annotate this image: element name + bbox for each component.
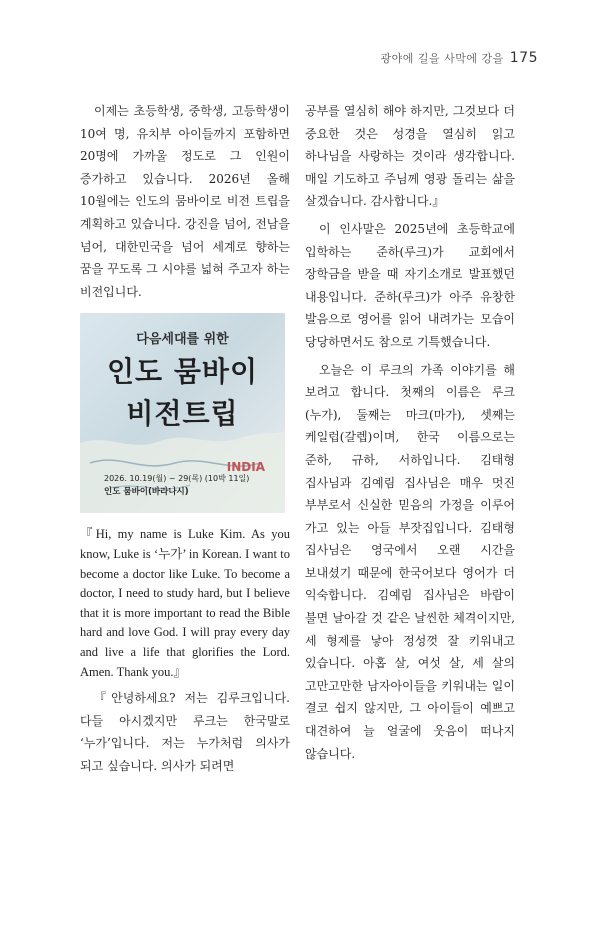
- page-number: 175: [509, 50, 538, 66]
- left-paragraph-1: 이제는 초등학생, 중학생, 고등학생이 10여 명, 유치부 아이들까지 포함하면 20명에 가까울 정도로 그 인원이 증가하고 있습니다. 2026년 올해 10월에는 인도의 뭄바이로 비전 트립을 계획하고 있습니다. 강진을 넘어, 전남을 넘어, 대한민국을 넘어 세계로 향하는 꿈을 꾸도록 그 시야를 넓혀 주고자 하는 비전입니다.: [80, 104, 290, 299]
- right-column: [305, 100, 515, 765]
- right-paragraph-3: 오늘은 이 루크의 가족 이야기를 해 보려고 합니다. 첫째의 이름은 루크(누가), 둘째는 마크(마가), 셋째는 케일럽(갈렙)이며, 한국 이름으로는 준하, 규하, 서하입니다. 김태형 집사님과 김예림 집사님은 매우 멋진 부부로서 신실한 믿음의 가정을 이루어 가고 있는 아들 부잣집입니다. 김태형 집사님은 영국에서 오랜 시간을 보내셨기 때문에 한국어보다 영어가 더 익숙합니다. 김예림 집사님은 바람이 불면 날아갈 것 같은 날씬한 체격이지만, 세 형제를 낳아 정성껏 잘 키워내고 있습니다. 아홉 살, 여섯 살, 세 살의 고만고만한 남자아이들을 키워내는 일이 결코 쉽지 않지만, 그 아이들이 예쁘고 대견하여 늘 얼굴에 웃음이 떠나지 않습니다.: [305, 362, 515, 761]
- poster-place: 인도 뭄바이(바라나시): [104, 487, 189, 498]
- right-paragraph-2: 이 인사말은 2025년에 초등학교에 입학하는 준하(루크)가 교회에서 장학금을 받을 때 자기소개로 발표했던 내용입니다. 준하(루크)가 아주 유창한 발음으로 영어를 읽어 내려가는 모습이 당당하면서도 참으로 기특했습니다.: [305, 221, 515, 349]
- right-paragraph-1: 공부를 열심히 해야 하지만, 그것보다 더 중요한 것은 성경을 열심히 읽고 하나님을 사랑하는 것이라 생각합니다. 매일 기도하고 주님께 영광 돌리는 삶을 살겠습니다. 감사합니다.』: [305, 104, 515, 209]
- running-header: [381, 50, 538, 66]
- running-title: 광야에 길을 사막에 강을: [380, 52, 504, 65]
- poster-subtitle: 다음세대를 위한: [136, 332, 229, 348]
- poster-title-line-2: 비전트립: [126, 397, 239, 431]
- poster-title-line-1: 인도 뭄바이: [107, 355, 258, 389]
- poster-map-label: INDIA: [226, 460, 265, 475]
- english-speech: 『Hi, my name is Luke Kim. As you know, Luke is ‘누가’ in Korean. I want to become a doctor like Luke. To become a doctor, I need to study hard, but I believe that it is more important to read the Bible hard and love God. I will pray every day and live a life that glorifies the Lord. Amen. Thank you.』: [80, 527, 290, 679]
- vision-trip-poster-image: [80, 313, 285, 513]
- poster-date: 2026. 10.19(월) ~ 29(목) (10박 11일): [104, 474, 250, 484]
- left-paragraph-2: 『안녕하세요? 저는 김루크입니다. 다들 아시겠지만 루크는 한국말로 ‘누가’입니다. 저는 누가처럼 의사가 되고 싶습니다. 의사가 되려면: [80, 691, 290, 773]
- left-column: [80, 100, 290, 777]
